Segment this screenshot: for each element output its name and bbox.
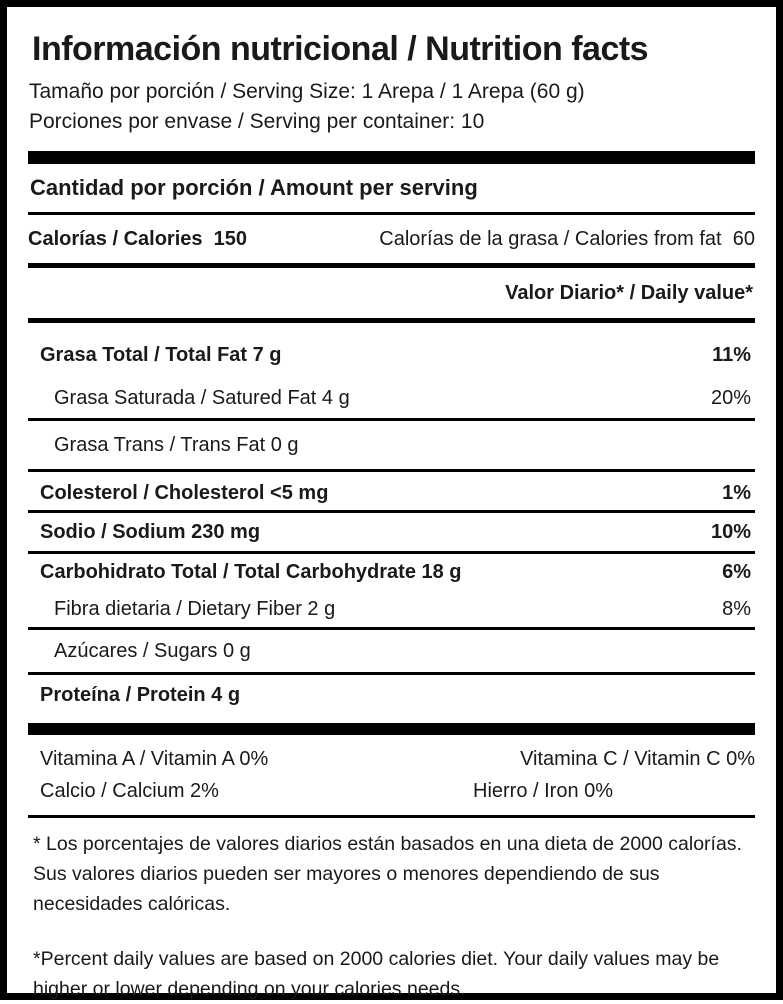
vitamins-row xyxy=(28,743,755,775)
nutrient-label: Grasa Total / Total Fat 7 g xyxy=(40,343,282,366)
nutrient-row-cholesterol xyxy=(28,472,755,510)
nutrient-row-sugars xyxy=(28,630,755,672)
nutrient-row-saturated-fat xyxy=(28,379,755,418)
nutrient-row-trans-fat xyxy=(28,421,755,469)
nutrient-label: Grasa Trans / Trans Fat 0 g xyxy=(54,433,299,456)
vitamin-c: Vitamina C / Vitamin C 0% xyxy=(520,748,755,770)
calories-from-fat-group xyxy=(379,228,755,251)
calories-row xyxy=(28,215,755,263)
label-title: Información nutricional / Nutrition facts xyxy=(32,30,649,68)
vitamin-a: Vitamina A / Vitamin A 0% xyxy=(40,748,269,770)
divider xyxy=(28,815,755,818)
iron: Hierro / Iron 0% xyxy=(473,780,614,802)
calories-from-fat-label: Calorías de la grasa / Calories from fat xyxy=(379,227,722,250)
nutrient-row-total-fat xyxy=(28,323,755,379)
divider-thick xyxy=(28,723,755,735)
nutrient-dv: 20% xyxy=(710,387,751,409)
nutrient-label: Fibra dietaria / Dietary Fiber 2 g xyxy=(54,597,336,620)
calories-value: 150 xyxy=(213,227,248,250)
minerals-row xyxy=(28,775,755,807)
nutrient-dv: 10% xyxy=(710,520,751,543)
nutrient-label: Sodio / Sodium 230 mg xyxy=(40,520,261,543)
calories-from-fat-value: 60 xyxy=(732,227,755,250)
nutrient-dv: 8% xyxy=(722,597,751,620)
nutrient-label: Azúcares / Sugars 0 g xyxy=(54,639,251,662)
nutrient-label: Carbohidrato Total / Total Carbohydrate 18 g xyxy=(40,561,462,583)
nutrient-label: Colesterol / Cholesterol <5 mg xyxy=(40,481,329,504)
servings-per-container: Porciones por envase / Serving per container: 10 xyxy=(29,110,485,133)
nutrient-dv: 6% xyxy=(722,561,751,583)
nutrient-row-dietary-fiber xyxy=(28,591,755,627)
nutrient-dv: 11% xyxy=(712,343,751,366)
nutrient-label: Proteína / Protein 4 g xyxy=(40,683,241,706)
serving-size: Tamaño por porción / Serving Size: 1 Arepa / 1 Arepa (60 g) xyxy=(29,80,585,103)
nutrient-row-protein xyxy=(28,675,755,715)
divider-thick xyxy=(28,151,755,164)
nutrient-dv: 1% xyxy=(722,481,751,504)
daily-value-header: Valor Diario* / Daily value* xyxy=(505,281,753,304)
nutrient-row-sodium xyxy=(28,513,755,551)
nutrient-row-total-carbohydrate xyxy=(28,554,755,591)
footnote-spanish: * Los porcentajes de valores diarios están basados en una dieta de 2000 calorías. Sus valores diarios pueden ser mayores o menores dependiendo de sus necesidades calóricas. xyxy=(33,833,742,915)
calories-label: Calorías / Calories xyxy=(28,227,203,250)
footnote-english: *Percent daily values are based on 2000 calories diet. Your daily values may be higher or lower depending on your calories needs. xyxy=(33,948,720,1000)
calcium: Calcio / Calcium 2% xyxy=(40,780,219,802)
nutrient-label: Grasa Saturada / Satured Fat 4 g xyxy=(54,387,350,409)
calories-group xyxy=(28,228,247,251)
vitamins-section xyxy=(28,735,755,815)
amount-per-serving: Cantidad por porción / Amount per serving xyxy=(30,175,478,200)
